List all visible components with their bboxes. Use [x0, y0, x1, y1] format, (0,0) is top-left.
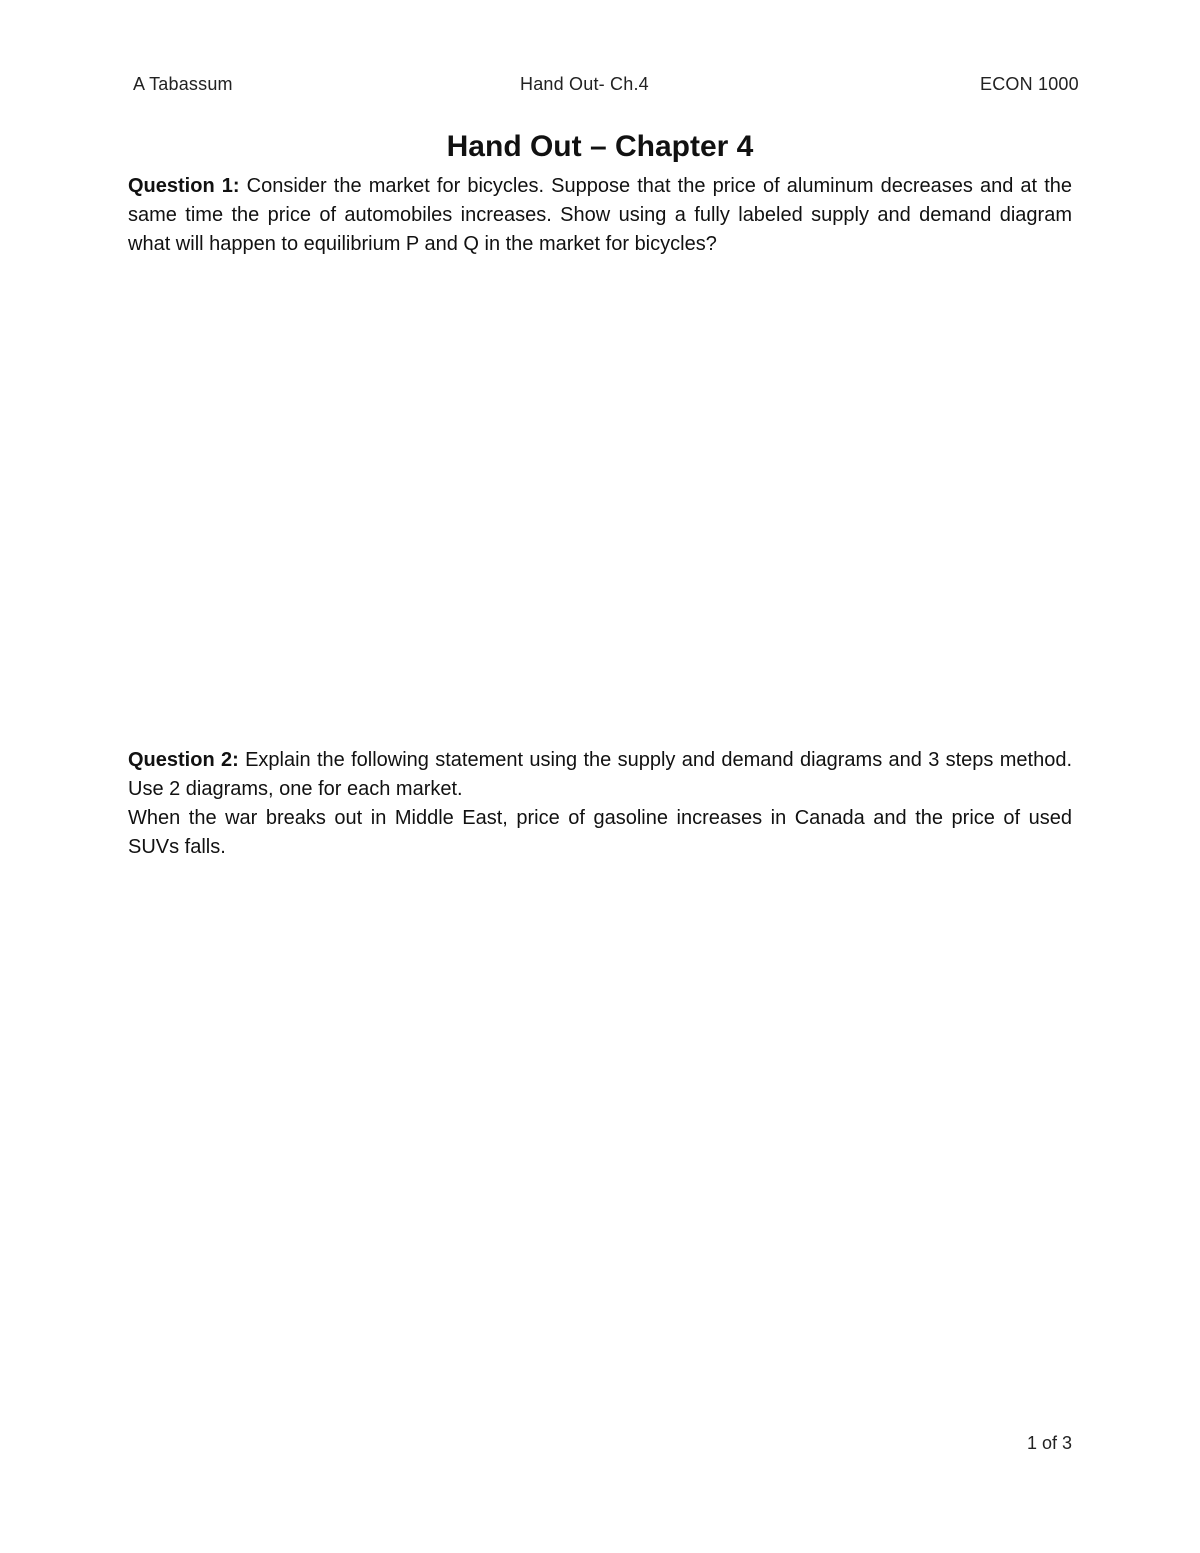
question-2-label: Question 2:: [128, 749, 239, 771]
header-author: A Tabassum: [133, 74, 233, 94]
question-2-statement: When the war breaks out in Middle East, price of gasoline increases in Canada and the price of used SUVs falls.: [128, 807, 1072, 858]
question-1-label: Question 1:: [128, 175, 240, 197]
question-2: [128, 746, 1072, 862]
page-header: [0, 74, 1200, 100]
question-1-text: Consider the market for bicycles. Suppose that the price of aluminum decreases and at the same time the price of automobiles increases. Show using a fully labeled supply and demand diagram what will happen to equilibrium P and Q in the market for bicycles?: [128, 175, 1073, 255]
header-course-code: ECON 1000: [980, 74, 1079, 94]
question-1: [128, 172, 1072, 259]
page-number: 1 of 3: [1026, 1433, 1072, 1453]
header-document-title: Hand Out- Ch.4: [520, 74, 649, 94]
page-title: Hand Out – Chapter 4: [446, 130, 754, 163]
question-2-text: Explain the following statement using the supply and demand diagrams and 3 steps method. Use 2 diagrams, one for each market.: [128, 749, 1072, 800]
